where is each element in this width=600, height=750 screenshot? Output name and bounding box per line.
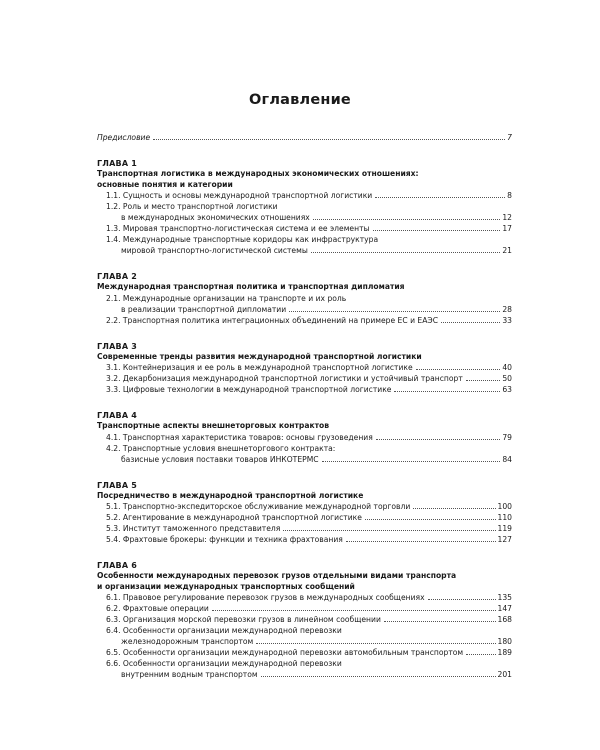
dot-leader — [375, 197, 505, 198]
toc-page-number: 168 — [497, 615, 512, 624]
toc-page-number: 63 — [502, 385, 512, 394]
dot-leader — [413, 508, 495, 509]
chapter-label: ГЛАВА 6 — [97, 561, 137, 570]
dot-leader — [346, 541, 496, 542]
chapter-label: ГЛАВА 5 — [97, 480, 137, 490]
dot-leader — [365, 519, 496, 520]
dot-leader — [466, 654, 495, 655]
chapter-title[interactable]: и организации международных транспортных сообщений — [97, 581, 355, 591]
chapter-block — [97, 410, 512, 465]
chapter-label: ГЛАВА 3 — [97, 341, 137, 351]
toc-page-number: 7 — [507, 133, 512, 142]
chapter-title[interactable]: основные понятия и категории — [97, 179, 233, 189]
chapter-block — [97, 480, 512, 546]
toc-page-number: 79 — [502, 432, 512, 442]
toc-page-number: 17 — [502, 224, 512, 233]
toc-entry-line[interactable]: 1.2. Роль и место транспортной логистики — [106, 202, 278, 211]
toc-entry[interactable] — [97, 304, 512, 315]
toc-entry[interactable] — [97, 669, 512, 680]
toc-page-number: 119 — [497, 524, 512, 533]
dot-leader — [394, 391, 500, 392]
dot-leader — [373, 230, 501, 231]
toc-entry-title: 2.2. Транспортная политика интеграционных объединений на примере ЕС и ЕАЭС — [106, 315, 439, 325]
toc-entry-title: 1.3. Мировая транспортно-логистическая система и ее элементы — [106, 224, 370, 233]
toc-entry-title: базисные условия поставки товаров ИНКОТЕРМС — [121, 454, 319, 464]
toc-entry[interactable] — [97, 647, 512, 658]
toc-page-number: 8 — [507, 191, 512, 200]
dot-leader — [441, 322, 500, 323]
toc-entry-title: внутренним водным транспортом — [121, 670, 258, 679]
toc-entry-title: 3.2. Декарбонизация международной транспортной логистики и устойчивый транспорт — [106, 374, 463, 383]
toc-page-number: 127 — [497, 535, 512, 544]
toc-entry-line[interactable]: 4.2. Транспортные условия внешнеторгового контракта: — [106, 443, 336, 453]
toc-entry[interactable] — [97, 373, 512, 384]
toc-entry[interactable] — [97, 432, 512, 443]
toc-page-number: 40 — [502, 363, 512, 372]
toc-entry-title: 5.2. Агентирование в международной транспортной логистике — [106, 513, 362, 522]
toc-entry-title: мировой транспортно-логистической системы — [121, 246, 308, 255]
toc-page-number: 147 — [497, 604, 512, 613]
chapter-label: ГЛАВА 4 — [97, 411, 137, 420]
toc-page-number: 189 — [497, 648, 512, 657]
toc-page-number: 21 — [502, 246, 512, 255]
toc-entry-title: 6.1. Правовое регулирование перевозок грузов в международных сообщениях — [106, 593, 425, 602]
chapter-title[interactable]: Международная транспортная политика и транспортная дипломатия — [97, 282, 405, 291]
toc-page-number: 84 — [502, 454, 512, 464]
dot-leader — [261, 676, 496, 677]
chapter-block — [97, 341, 512, 396]
chapter-block — [97, 560, 512, 680]
toc-entry[interactable] — [97, 190, 512, 201]
toc-entry-title: в международных экономических отношениях — [121, 213, 310, 222]
dot-leader — [416, 369, 501, 370]
toc-entry-line[interactable]: 2.1. Международные организации на транспорте и их роль — [106, 293, 347, 303]
toc-entry[interactable] — [97, 245, 512, 256]
toc-entry-title: 1.1. Сущность и основы международной транспортной логистики — [106, 191, 373, 200]
toc-entry-title: 4.1. Транспортная характеристика товаров: основы грузоведения — [106, 432, 373, 442]
toc-entry[interactable] — [97, 592, 512, 603]
dot-leader — [289, 311, 500, 312]
dot-leader — [313, 219, 501, 220]
chapter-title[interactable]: Транспортные аспекты внешнеторговых контрактов — [97, 421, 330, 430]
chapter-list — [97, 158, 512, 680]
dot-leader — [384, 621, 496, 622]
toc-entry-title: 3.1. Контейнеризация и ее роль в международной транспортной логистике — [106, 363, 413, 372]
toc-page-number: 12 — [502, 213, 512, 222]
toc-entry[interactable] — [97, 384, 512, 395]
dot-leader — [256, 643, 495, 644]
dot-leader — [428, 599, 496, 600]
chapter-block — [97, 158, 512, 256]
toc-entry[interactable] — [97, 212, 512, 223]
dot-leader — [153, 139, 505, 140]
chapter-title[interactable]: Посредничество в международной транспортной логистике — [97, 490, 364, 500]
dot-leader — [466, 380, 501, 381]
toc-entry[interactable] — [97, 523, 512, 534]
dot-leader — [311, 252, 501, 253]
toc-entry[interactable] — [97, 614, 512, 625]
toc-entry-title: Предисловие — [97, 133, 151, 142]
toc-entry-title: 6.2. Фрахтовые операции — [106, 604, 209, 613]
dot-leader — [283, 530, 495, 531]
chapter-label: ГЛАВА 2 — [97, 272, 137, 281]
chapter-label: ГЛАВА 1 — [97, 159, 137, 168]
toc-entry-title: в реализации транспортной дипломатии — [121, 304, 287, 314]
toc-entry-title: 6.5. Особенности организации международной перевозки автомобильным транспортом — [106, 648, 464, 657]
toc-entry[interactable] — [97, 454, 512, 465]
toc-entry[interactable] — [97, 603, 512, 614]
toc-entry[interactable] — [97, 223, 512, 234]
chapter-block — [97, 271, 512, 326]
dot-leader — [212, 610, 496, 611]
chapter-title[interactable]: Транспортная логистика в международных экономических отношениях: — [97, 169, 419, 178]
toc-page-number: 135 — [497, 593, 512, 602]
toc-entry-title: 5.4. Фрахтовые брокеры: функции и техника фрахтования — [106, 535, 343, 544]
toc-entry[interactable] — [97, 315, 512, 326]
toc-page-number: 28 — [502, 304, 512, 314]
toc-entry-title: железнодорожным транспортом — [121, 637, 254, 646]
toc-entry[interactable] — [97, 636, 512, 647]
dot-leader — [322, 461, 501, 462]
toc-entry-line[interactable]: 6.6. Особенности организации международной перевозки — [106, 659, 342, 668]
toc-page-number: 180 — [497, 637, 512, 646]
toc-page-number: 33 — [502, 315, 512, 325]
toc-entry[interactable] — [97, 534, 512, 545]
toc-page-number: 100 — [497, 502, 512, 511]
toc-entry-title: 6.3. Организация морской перевозки грузов в линейном сообщении — [106, 615, 381, 624]
toc-page-number: 110 — [497, 513, 512, 522]
toc-entry-title: 3.3. Цифровые технологии в международной транспортной логистике — [106, 385, 392, 394]
toc-entry-title: 5.1. Транспортно-экспедиторское обслуживание международной торговли — [106, 502, 411, 511]
toc-page-number: 50 — [502, 374, 512, 383]
toc-entry-title: 5.3. Институт таможенного представителя — [106, 524, 281, 533]
chapter-title[interactable]: Современные тренды развития международной транспортной логистики — [97, 351, 422, 361]
toc-entry-preface[interactable] — [97, 132, 512, 143]
toc-entry-line[interactable]: 6.4. Особенности организации международной перевозки — [106, 626, 342, 635]
table-of-contents — [97, 130, 512, 680]
toc-entry[interactable] — [97, 512, 512, 523]
dot-leader — [376, 439, 501, 440]
toc-entry-line[interactable]: 1.4. Международные транспортные коридоры как инфраструктура — [106, 235, 379, 244]
chapter-title[interactable]: Особенности международных перевозок грузов отдельными видами транспорта — [97, 571, 457, 580]
toc-page-number: 201 — [497, 670, 512, 679]
toc-entry[interactable] — [97, 501, 512, 512]
toc-entry[interactable] — [97, 362, 512, 373]
page-title: Оглавление — [249, 92, 351, 108]
